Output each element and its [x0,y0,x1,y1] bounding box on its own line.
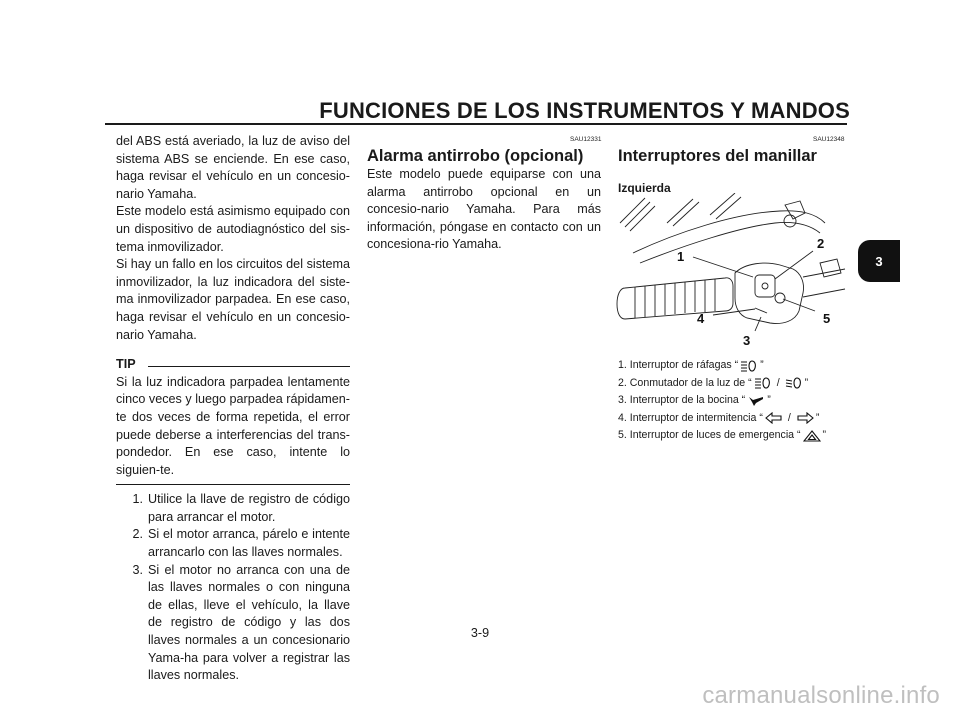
step-number: 1. [132,492,143,507]
tip-label: TIP [116,357,136,372]
caption-text: ” [804,376,809,389]
caption-text: 4. Interruptor de intermitencia “ [618,411,763,424]
column-left [116,133,350,685]
figure-captions [618,357,858,445]
paragraph-self-diagnosis: Este modelo está asimismo equipado con un dispositivo de autodiagnóstico del sis-tema inmovilizador. [116,204,350,254]
paragraph-abs: del ABS está averiado, la luz de aviso del sistema ABS se enciende. En ese caso, haga revisar el vehículo en un concesio-nario Yamaha. [116,134,350,201]
turn-left-arrow-icon [765,412,783,424]
column-middle [367,146,601,254]
horn-icon [747,395,765,407]
column-right [618,146,852,166]
callout-2: 2 [817,236,825,251]
subheading-left: Izquierda [618,181,671,195]
caption-1 [618,357,858,375]
low-beam-icon [785,377,803,389]
list-item [116,562,350,685]
paragraph-alarm: Este modelo puede equiparse con una alarma antirrobo opcional en un concesio-nario Yamaha. Para más información, póngase en contacto con un concesiona-rio Yamaha. [367,167,601,252]
caption-text: ” [760,359,764,371]
page-header-title: FUNCIONES DE LOS INSTRUMENTOS Y MANDOS [319,98,850,123]
caption-2 [618,375,858,393]
paragraph-immobilizer-fault: Si hay un fallo en los circuitos del sistema inmovilizador, la luz indicadora del siste-ma inmovilizador parpadea. En ese caso, haga revisar el vehículo en un concesio-nario Yamaha. [116,257,350,342]
caption-separator: / [787,411,791,424]
list-item [116,526,350,561]
chapter-tab[interactable]: 3 [858,240,900,282]
step-number: 3. [132,562,143,577]
caption-text: 1. Interruptor de ráfagas “ [618,359,739,371]
callout-3: 3 [743,333,751,348]
header-rule [105,123,847,125]
section-code-alarm: SAU12331 [570,136,602,143]
tip-box [116,356,350,485]
callout-4: 4 [697,311,705,326]
page-number: 3-9 [470,626,490,640]
caption-5 [618,427,858,445]
callout-1: 1 [677,249,685,264]
caption-text: ” [815,411,820,424]
step-text: Utilice la llave de registro de código para arrancar el motor. [148,492,350,524]
heading-handlebar-switches: Interruptores del manillar [618,147,817,165]
caption-text: 2. Conmutador de la luz de “ [618,376,752,389]
high-beam-icon [740,360,758,372]
section-code-switches: SAU12348 [813,136,845,143]
high-beam-icon [754,377,772,389]
step-number: 2. [132,527,143,542]
callout-5: 5 [823,311,831,326]
tip-text: Si la luz indicadora parpadea lentamente cinco veces y luego parpadea rápidamen-te dos veces de forma repetida, el error puede deberse a interferencias del trans-pondedor. En ese caso, intente lo siguien-te. [116,374,350,477]
caption-text: 3. Interruptor de la bocina “ [618,394,746,406]
caption-separator: / [776,376,780,389]
heading-alarm: Alarma antirrobo (opcional) [367,147,584,165]
caption-4 [618,410,858,428]
caption-text: ” [767,394,771,406]
step-text: Si el motor no arranca con una de las llaves normales o con ninguna de ellas, lleve el vehículo, la llave de registro de código y las dos llaves normales a un concesionario Yama-ha para volver a registrar las llaves normales. [148,562,350,683]
list-item [116,491,350,526]
tip-end-rule [116,484,350,485]
turn-right-arrow-icon [796,412,814,424]
caption-text: ” [822,429,827,441]
tip-rule [148,366,350,367]
caption-3 [618,392,858,410]
handlebar-switch-illustration [615,193,847,353]
steps-list [116,491,350,685]
step-text: Si el motor arranca, párelo e intente arrancarlo con las llaves normales. [148,527,350,560]
hazard-triangle-icon [803,430,821,442]
watermark: carmanualsonline.info [702,682,940,709]
caption-text: 5. Interruptor de luces de emergencia “ [618,429,801,441]
